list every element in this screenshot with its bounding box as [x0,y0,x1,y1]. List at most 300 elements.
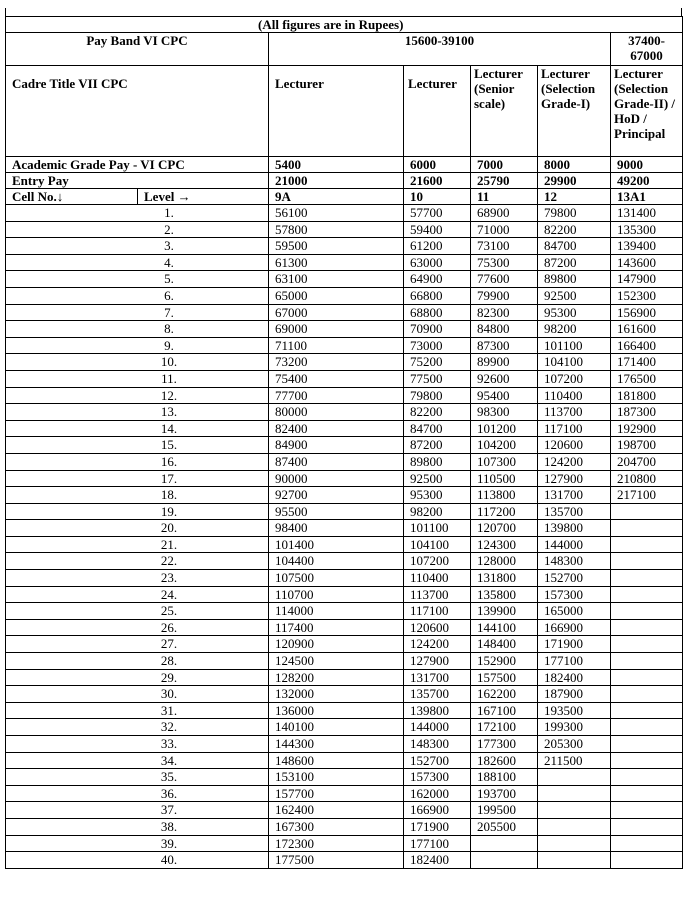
pay-value: 95300 [538,304,611,321]
table-row [6,387,683,404]
pay-value: 120600 [538,437,611,454]
cell-number: 25. [6,603,269,620]
cell-number: 21. [6,536,269,553]
pay-value [538,852,611,869]
cadre-4: Lecturer (Selection Grade-I) [538,66,611,157]
pay-value [611,619,683,636]
pay-value: 89800 [538,271,611,288]
pay-value: 84700 [404,420,471,437]
pay-value: 63100 [269,271,404,288]
pay-value [611,818,683,835]
pay-value: 68800 [404,304,471,321]
cell-number: 19. [6,503,269,520]
agp-value: 5400 [269,157,404,173]
pay-value: 117100 [538,420,611,437]
pay-value: 120600 [404,619,471,636]
pay-value: 98200 [538,321,611,338]
table-row [6,221,683,238]
table-row [6,752,683,769]
pay-value: 64900 [404,271,471,288]
table-row [6,304,683,321]
cell-number: 35. [6,769,269,786]
pay-value: 110400 [404,570,471,587]
pay-value: 92500 [404,470,471,487]
table-row [6,205,683,222]
table-row [6,586,683,603]
entry-pay-value: 21600 [404,173,471,189]
pay-value: 128200 [269,669,404,686]
cell-number: 30. [6,686,269,703]
cell-number: 26. [6,619,269,636]
pay-value: 101400 [269,536,404,553]
pay-value: 82400 [269,420,404,437]
table-row [6,835,683,852]
cell-number: 39. [6,835,269,852]
pay-value: 152900 [471,653,538,670]
cell-number: 12. [6,387,269,404]
pay-value: 79800 [538,205,611,222]
pay-value: 107200 [404,553,471,570]
pay-value [538,818,611,835]
cadre-1: Lecturer [269,66,404,157]
cell-number: 6. [6,287,269,304]
cell-number: 11. [6,370,269,387]
pay-value: 157700 [269,785,404,802]
level-value: 13A1 [611,189,683,205]
cell-number: 22. [6,553,269,570]
table-row [6,736,683,753]
pay-value: 131400 [611,205,683,222]
pay-value: 82300 [471,304,538,321]
cell-number: 15. [6,437,269,454]
pay-value [611,686,683,703]
pay-value: 75200 [404,354,471,371]
pay-value: 177300 [471,736,538,753]
pay-value [611,719,683,736]
cell-number: 27. [6,636,269,653]
pay-value: 98200 [404,503,471,520]
table-row [6,271,683,288]
table-row [6,653,683,670]
pay-value: 148400 [471,636,538,653]
pay-value: 104100 [404,536,471,553]
pay-value [611,536,683,553]
cell-number: 16. [6,453,269,470]
cell-number: 36. [6,785,269,802]
pay-value: 77600 [471,271,538,288]
level-value: 11 [471,189,538,205]
pay-value: 135800 [471,586,538,603]
pay-value: 114000 [269,603,404,620]
pay-value: 139400 [611,238,683,255]
table-row [6,769,683,786]
pay-value: 147900 [611,271,683,288]
agp-label: Academic Grade Pay - VI CPC [6,157,269,173]
pay-value [611,520,683,537]
pay-value: 135700 [404,686,471,703]
pay-value: 107200 [538,370,611,387]
pay-value: 82200 [404,404,471,421]
pay-value: 68900 [471,205,538,222]
cell-number: 33. [6,736,269,753]
pay-value: 166400 [611,337,683,354]
table-row [6,453,683,470]
pay-value: 153100 [269,769,404,786]
pay-value: 182600 [471,752,538,769]
pay-value: 162200 [471,686,538,703]
pay-value [611,669,683,686]
pay-value: 56100 [269,205,404,222]
pay-value: 59400 [404,221,471,238]
table-row [6,702,683,719]
table-row [6,553,683,570]
pay-value: 139800 [538,520,611,537]
cell-number: 7. [6,304,269,321]
pay-value [611,835,683,852]
pay-value: 177100 [404,835,471,852]
pay-value: 139900 [471,603,538,620]
table-row [6,503,683,520]
pay-value: 59500 [269,238,404,255]
cell-number: 28. [6,653,269,670]
pay-value: 157300 [404,769,471,786]
pay-value [611,570,683,587]
pay-value [611,553,683,570]
pay-value [538,835,611,852]
agp-value: 7000 [471,157,538,173]
pay-value [611,736,683,753]
pay-value: 61200 [404,238,471,255]
table-row [6,785,683,802]
pay-value: 198700 [611,437,683,454]
pay-value: 73200 [269,354,404,371]
pay-value: 124300 [471,536,538,553]
cell-number: 32. [6,719,269,736]
pay-value: 77500 [404,370,471,387]
pay-value: 187900 [538,686,611,703]
table-row [6,354,683,371]
pay-value: 199500 [471,802,538,819]
pay-value [611,603,683,620]
pay-value: 144000 [404,719,471,736]
pay-value: 182400 [538,669,611,686]
pay-value: 167100 [471,702,538,719]
pay-value: 157500 [471,669,538,686]
table-row [6,287,683,304]
level-value: 12 [538,189,611,205]
pay-value [471,852,538,869]
pay-value: 66800 [404,287,471,304]
pay-value: 144100 [471,619,538,636]
pay-value: 87400 [269,453,404,470]
pay-value [538,802,611,819]
table-row [6,818,683,835]
pay-value: 79800 [404,387,471,404]
pay-value: 131700 [404,669,471,686]
cell-number: 24. [6,586,269,603]
pay-value: 162000 [404,785,471,802]
agp-value: 6000 [404,157,471,173]
pay-value: 110500 [471,470,538,487]
cell-number: 23. [6,570,269,587]
pay-value: 67000 [269,304,404,321]
pay-value: 162400 [269,802,404,819]
pay-value: 75400 [269,370,404,387]
pay-value [611,586,683,603]
pay-value: 104400 [269,553,404,570]
pay-value: 82200 [538,221,611,238]
pay-value [538,785,611,802]
pay-value: 61300 [269,254,404,271]
pay-value: 187300 [611,404,683,421]
cadre-2: Lecturer [404,66,471,157]
pay-value: 70900 [404,321,471,338]
pay-value: 124500 [269,653,404,670]
pay-value: 165000 [538,603,611,620]
cell-number: 9. [6,337,269,354]
cell-number: 40. [6,852,269,869]
pay-value: 57800 [269,221,404,238]
pay-band-2: 37400-67000 [611,33,683,66]
pay-value: 71100 [269,337,404,354]
pay-value [611,702,683,719]
pay-value [611,636,683,653]
table-row [6,254,683,271]
pay-value: 176500 [611,370,683,387]
pay-value [611,802,683,819]
cell-number: 10. [6,354,269,371]
pay-value: 63000 [404,254,471,271]
entry-pay-label: Entry Pay [6,173,269,189]
cell-number: 29. [6,669,269,686]
pay-value: 132000 [269,686,404,703]
pay-value: 177500 [269,852,404,869]
pay-value [611,503,683,520]
pay-band-1: 15600-39100 [269,33,611,66]
pay-value: 120900 [269,636,404,653]
table-row [6,370,683,387]
pay-value: 166900 [404,802,471,819]
cell-number: 14. [6,420,269,437]
table-row [6,520,683,537]
cadre-3: Lecturer (Senior scale) [471,66,538,157]
pay-value: 69000 [269,321,404,338]
cell-number: 3. [6,238,269,255]
cell-number: 34. [6,752,269,769]
pay-value: 71000 [471,221,538,238]
cell-number: 1. [6,205,269,222]
agp-value: 9000 [611,157,683,173]
pay-value: 77700 [269,387,404,404]
pay-value: 92700 [269,487,404,504]
pay-value: 131700 [538,487,611,504]
table-row [6,470,683,487]
pay-value: 120700 [471,520,538,537]
pay-value [538,769,611,786]
pay-value: 117100 [404,603,471,620]
pay-value: 144000 [538,536,611,553]
pay-value [611,785,683,802]
pay-value: 84900 [269,437,404,454]
pay-value: 101100 [538,337,611,354]
pay-value: 172100 [471,719,538,736]
pay-value: 171400 [611,354,683,371]
pay-value: 188100 [471,769,538,786]
table-row [6,437,683,454]
table-row [6,321,683,338]
pay-band-label: Pay Band VI CPC [6,33,269,66]
pay-value: 98400 [269,520,404,537]
pay-value: 75300 [471,254,538,271]
level-value: 9A [269,189,404,205]
pay-value [471,835,538,852]
cell-number: 4. [6,254,269,271]
pay-value: 90000 [269,470,404,487]
cell-number: 13. [6,404,269,421]
pay-value: 89900 [471,354,538,371]
cell-number: 38. [6,818,269,835]
pay-value: 95500 [269,503,404,520]
pay-value: 140100 [269,719,404,736]
pay-value: 161600 [611,321,683,338]
pay-value: 199300 [538,719,611,736]
pay-value: 92500 [538,287,611,304]
cell-no-label: Cell No.↓ [6,189,138,205]
pay-value: 205500 [471,818,538,835]
pay-value: 104200 [471,437,538,454]
level-value: 10 [404,189,471,205]
pay-value: 87200 [538,254,611,271]
cell-number: 5. [6,271,269,288]
table-row [6,420,683,437]
pay-value: 177100 [538,653,611,670]
table-row [6,852,683,869]
pay-value: 104100 [538,354,611,371]
pay-value: 157300 [538,586,611,603]
pay-value [611,769,683,786]
pay-value: 135700 [538,503,611,520]
table-row [6,404,683,421]
table-row [6,238,683,255]
pay-value: 182400 [404,852,471,869]
pay-value: 57700 [404,205,471,222]
table-row [6,487,683,504]
pay-value: 79900 [471,287,538,304]
pay-value: 193500 [538,702,611,719]
top-rule-right [681,8,682,16]
pay-value: 181800 [611,387,683,404]
pay-value: 172300 [269,835,404,852]
pay-value: 127900 [404,653,471,670]
cell-number: 31. [6,702,269,719]
entry-pay-value: 25790 [471,173,538,189]
pay-value: 193700 [471,785,538,802]
pay-value: 166900 [538,619,611,636]
cell-number: 17. [6,470,269,487]
pay-value: 117400 [269,619,404,636]
pay-value [611,653,683,670]
top-rule-left [5,8,6,16]
cell-number: 37. [6,802,269,819]
pay-value: 131800 [471,570,538,587]
table-row [6,802,683,819]
pay-value: 113800 [471,487,538,504]
pay-value: 148300 [404,736,471,753]
pay-value: 73000 [404,337,471,354]
agp-value: 8000 [538,157,611,173]
pay-value: 210800 [611,470,683,487]
pay-value: 205300 [538,736,611,753]
rupees-note: (All figures are in Rupees) [6,17,683,33]
table-row [6,619,683,636]
table-row [6,669,683,686]
pay-value: 204700 [611,453,683,470]
pay-value: 84800 [471,321,538,338]
pay-value: 136000 [269,702,404,719]
cell-number: 8. [6,321,269,338]
pay-value: 135300 [611,221,683,238]
pay-value: 84700 [538,238,611,255]
pay-value: 148600 [269,752,404,769]
pay-value: 143600 [611,254,683,271]
table-row [6,603,683,620]
pay-value: 113700 [538,404,611,421]
pay-value: 73100 [471,238,538,255]
pay-value: 87300 [471,337,538,354]
pay-value: 124200 [404,636,471,653]
pay-value: 110400 [538,387,611,404]
pay-value: 92600 [471,370,538,387]
pay-value: 127900 [538,470,611,487]
pay-value: 152300 [611,287,683,304]
table-row [6,636,683,653]
cell-number: 18. [6,487,269,504]
pay-value: 171900 [538,636,611,653]
pay-value: 117200 [471,503,538,520]
entry-pay-value: 29900 [538,173,611,189]
pay-value: 144300 [269,736,404,753]
pay-value: 65000 [269,287,404,304]
pay-value: 95400 [471,387,538,404]
pay-value: 152700 [404,752,471,769]
pay-value [611,752,683,769]
pay-value: 211500 [538,752,611,769]
pay-value: 217100 [611,487,683,504]
pay-value: 156900 [611,304,683,321]
table-row [6,536,683,553]
pay-matrix-table [5,16,683,869]
table-row [6,719,683,736]
entry-pay-value: 21000 [269,173,404,189]
cell-number: 2. [6,221,269,238]
pay-value: 98300 [471,404,538,421]
pay-value: 171900 [404,818,471,835]
pay-value: 95300 [404,487,471,504]
cadre-label: Cadre Title VII CPC [6,66,269,157]
pay-value: 101100 [404,520,471,537]
pay-value: 107300 [471,453,538,470]
level-label: Level → [138,189,269,205]
pay-value: 128000 [471,553,538,570]
cadre-5: Lecturer (Selection Grade-II) / HoD / Principal [611,66,683,157]
cell-number: 20. [6,520,269,537]
pay-value: 80000 [269,404,404,421]
pay-value: 113700 [404,586,471,603]
pay-value: 139800 [404,702,471,719]
pay-value: 192900 [611,420,683,437]
pay-value: 148300 [538,553,611,570]
pay-value: 167300 [269,818,404,835]
